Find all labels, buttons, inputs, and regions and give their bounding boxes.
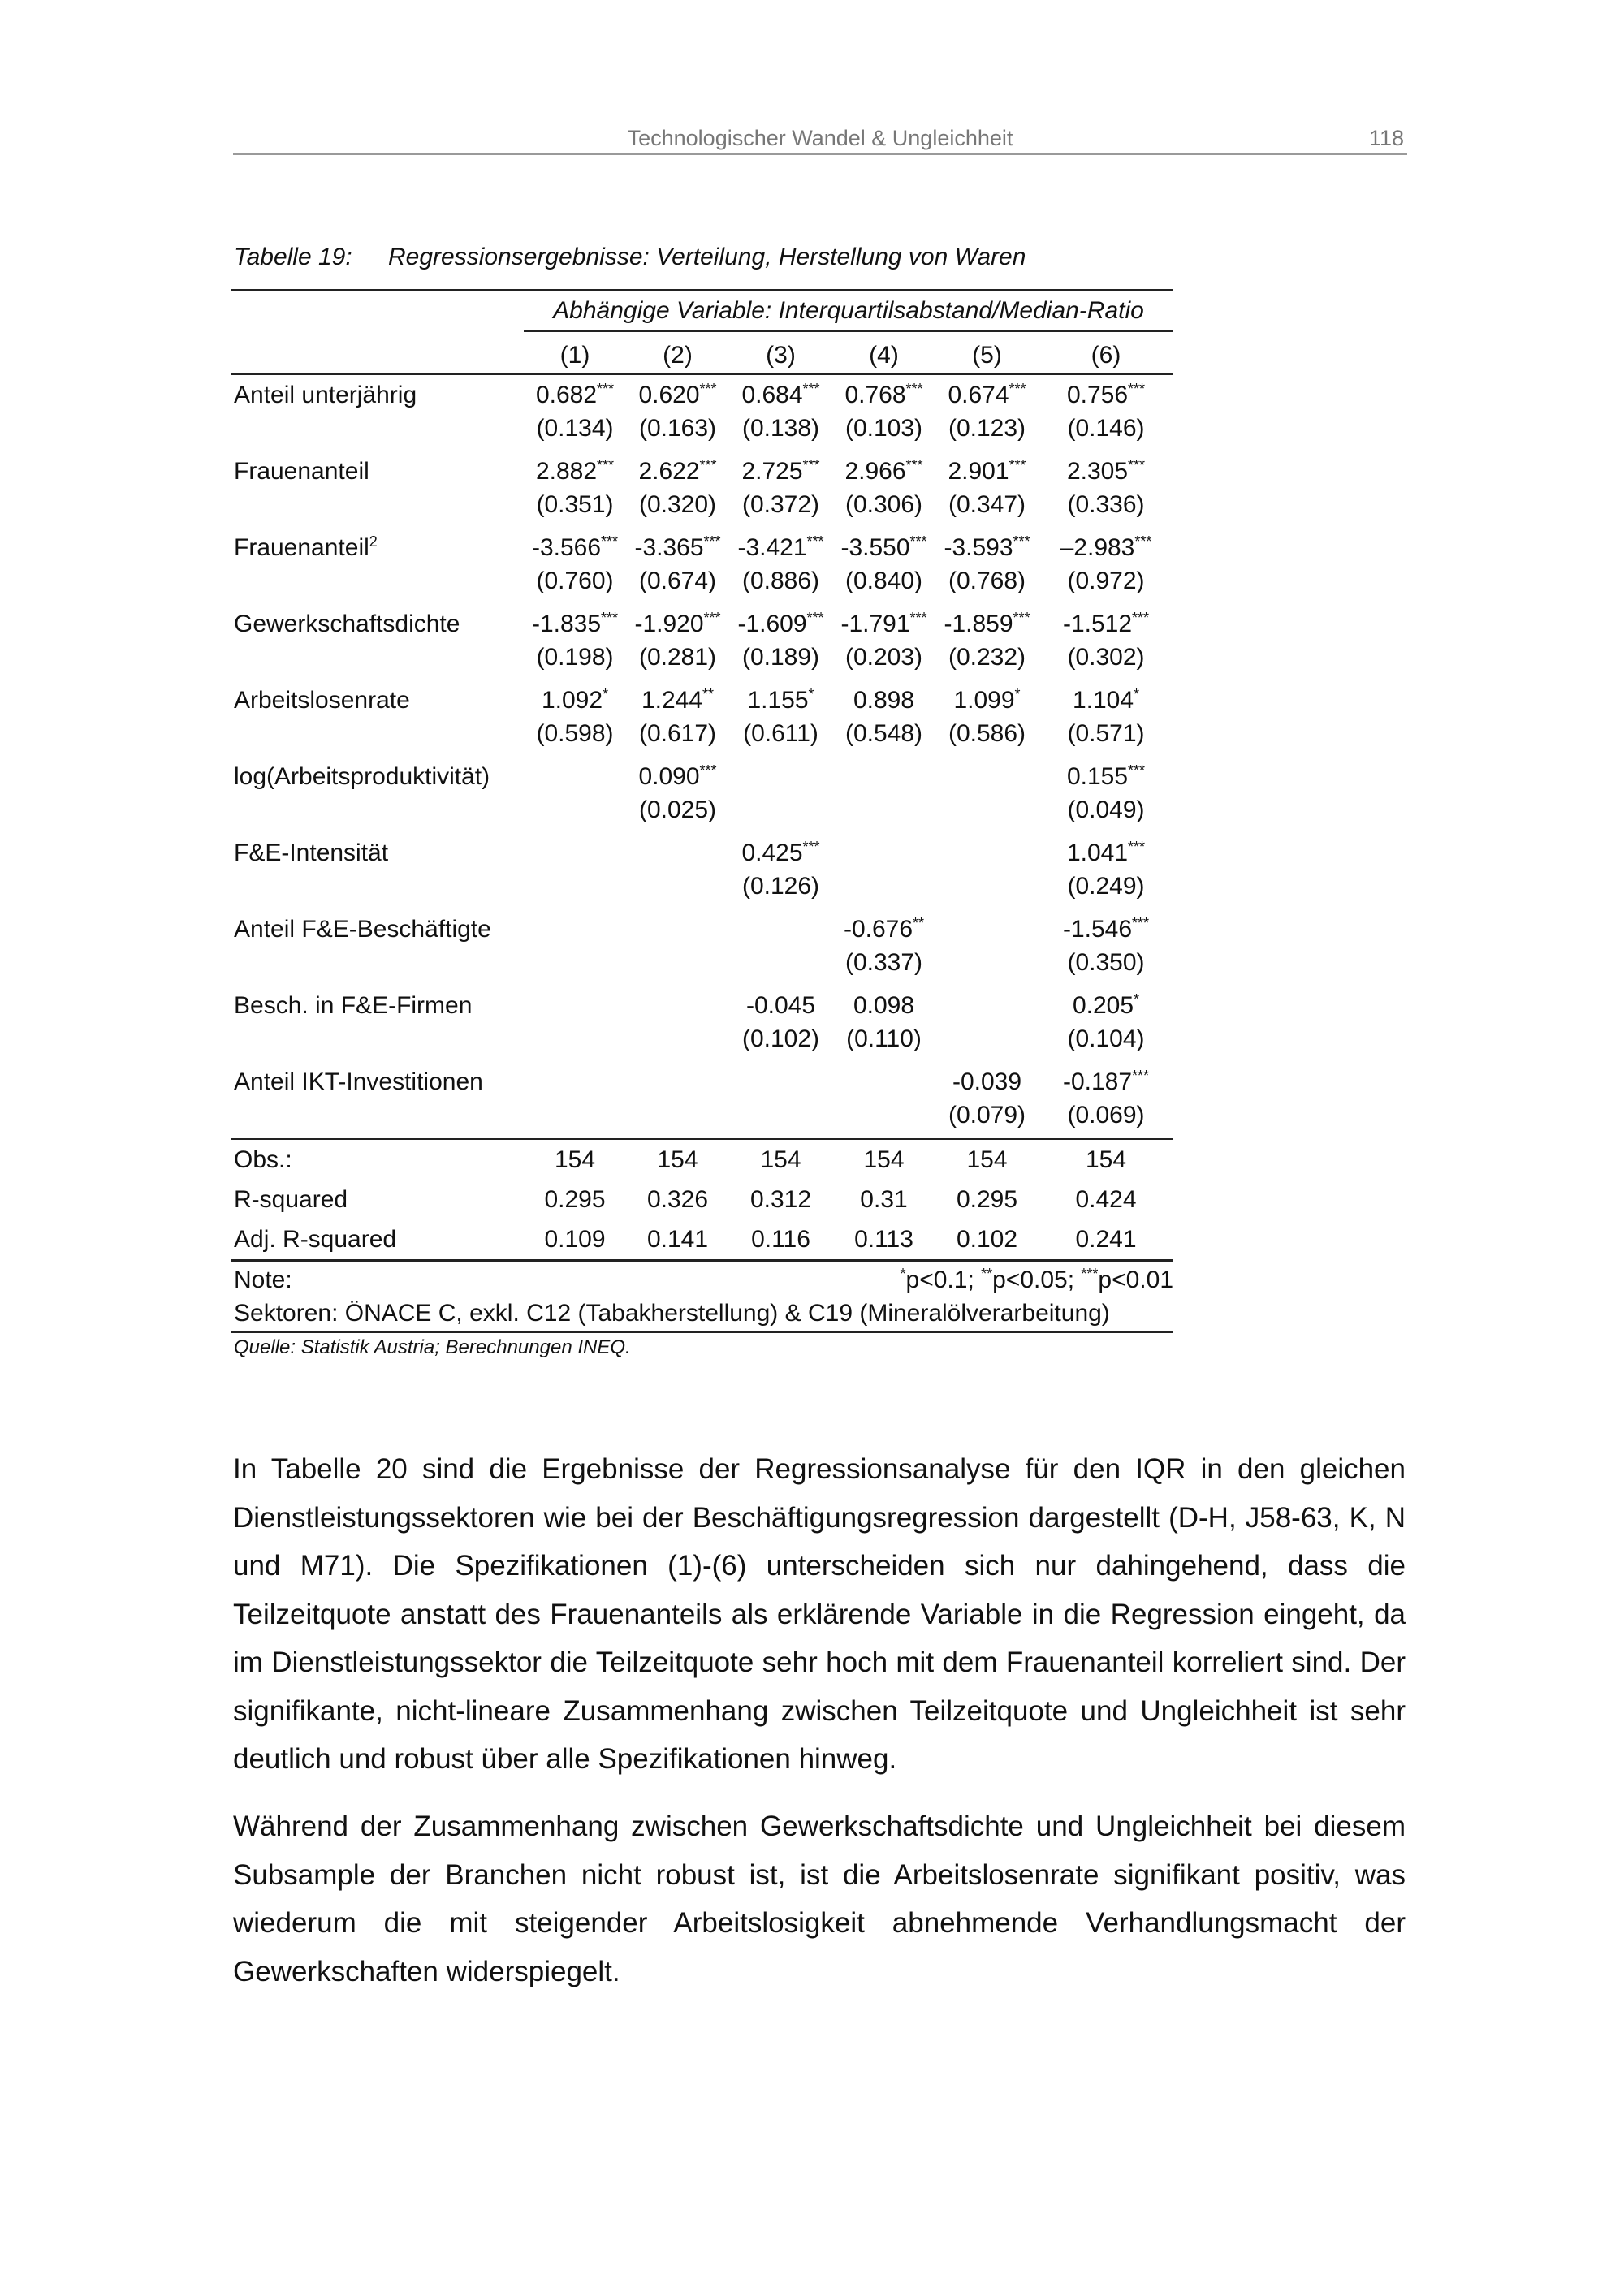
significance-stars: * bbox=[1134, 991, 1140, 1008]
coefficient-value: 1.104 bbox=[1072, 687, 1134, 714]
standard-error-cell: (0.069) bbox=[1067, 1102, 1145, 1129]
variable-label bbox=[231, 604, 524, 641]
standard-error-cell: (0.336) bbox=[1067, 491, 1145, 518]
standard-error-cell: (0.886) bbox=[741, 568, 820, 594]
coefficient-value: 2.305 bbox=[1066, 458, 1129, 485]
coefficient-cell bbox=[1039, 528, 1173, 564]
coefficient-cell bbox=[524, 604, 626, 641]
standard-error-cell: (0.249) bbox=[1067, 873, 1145, 900]
coefficient-value: -3.593 bbox=[944, 534, 1013, 561]
coefficient-cell bbox=[626, 986, 729, 1022]
standard-error-cell: (0.102) bbox=[741, 1025, 820, 1052]
variable-label-text: log(Arbeitsproduktivität) bbox=[234, 763, 490, 790]
significance-legend-text: p<0.1; bbox=[905, 1267, 982, 1293]
coefficient-value: -0.045 bbox=[745, 992, 816, 1019]
statistic-value: 0.295 bbox=[956, 1186, 1018, 1213]
standard-error-cell: (0.586) bbox=[948, 720, 1026, 747]
standard-error-cell bbox=[935, 1022, 1039, 1062]
coefficient-value: 0.898 bbox=[853, 687, 915, 714]
variable-label bbox=[231, 986, 524, 1022]
coefficient-cell bbox=[524, 1062, 626, 1098]
statistic-value: 0.424 bbox=[1075, 1186, 1137, 1213]
coefficient-cell bbox=[832, 680, 935, 717]
coefficient-cell bbox=[935, 604, 1039, 641]
variable-label bbox=[231, 528, 524, 564]
statistics-row bbox=[231, 1219, 1173, 1261]
standard-error-cell: (0.232) bbox=[948, 644, 1026, 671]
standard-error-row bbox=[231, 1022, 1173, 1062]
coefficient-value: 2.882 bbox=[535, 458, 598, 485]
running-header bbox=[233, 124, 1407, 155]
coefficient-row bbox=[231, 374, 1173, 412]
significance-stars: *** bbox=[597, 457, 615, 473]
coefficient-value: 0.098 bbox=[853, 992, 915, 1019]
regression-table bbox=[231, 289, 1173, 1333]
statistic-value: 154 bbox=[657, 1146, 698, 1173]
significance-legend-text: p<0.05; bbox=[992, 1267, 1082, 1293]
significance-stars: *** bbox=[1132, 1068, 1150, 1084]
standard-error-row bbox=[231, 870, 1173, 909]
column-header: (6) bbox=[1091, 342, 1121, 369]
standard-error-cell: (0.548) bbox=[844, 720, 923, 747]
standard-error-cell bbox=[524, 946, 626, 986]
table-source: Quelle: Statistik Austria; Berechnungen INEQ. bbox=[234, 1336, 631, 1358]
coefficient-cell bbox=[1039, 1062, 1173, 1098]
standard-error-cell bbox=[935, 946, 1039, 986]
variable-label bbox=[231, 680, 524, 717]
statistic-value: 0.113 bbox=[854, 1226, 914, 1253]
coefficient-cell bbox=[524, 374, 626, 412]
standard-error-cell: (0.337) bbox=[844, 949, 923, 976]
coefficient-value: -1.512 bbox=[1062, 611, 1133, 637]
table-caption bbox=[234, 244, 1026, 271]
significance-stars: * bbox=[1014, 686, 1021, 702]
column-header: (2) bbox=[663, 342, 693, 369]
variable-label-text: Anteil unterjährig bbox=[234, 382, 417, 408]
column-header: (3) bbox=[766, 342, 796, 369]
coefficient-cell bbox=[935, 986, 1039, 1022]
statistic-value: 0.102 bbox=[956, 1226, 1018, 1253]
variable-label bbox=[231, 833, 524, 870]
statistic-value: 154 bbox=[1085, 1146, 1127, 1173]
coefficient-cell bbox=[935, 757, 1039, 793]
coefficient-cell bbox=[729, 374, 832, 412]
variable-label-text: Frauenanteil bbox=[234, 534, 369, 561]
paragraph-2: Während der Zusammenhang zwischen Gewerkschaftsdichte und Ungleichheit bei diesem Subsample der Branchen nicht robust ist, ist die Arbeitslosenrate signifikant positiv, was wiederum die mit steigender Arbeitslosigkeit abnehmende Verhandlungsmacht der Gewerkschaften widerspiegelt. bbox=[233, 1810, 1406, 1987]
coefficient-row bbox=[231, 680, 1173, 717]
significance-stars: *** bbox=[909, 533, 927, 550]
coefficient-cell bbox=[729, 680, 832, 717]
coefficient-value: 0.674 bbox=[948, 382, 1009, 408]
coefficient-cell bbox=[729, 986, 832, 1022]
standard-error-row bbox=[231, 717, 1173, 757]
coefficient-cell bbox=[626, 680, 729, 717]
standard-error-cell: (0.840) bbox=[844, 568, 923, 594]
coefficient-cell bbox=[832, 833, 935, 870]
variable-label-text: Anteil F&E-Beschäftigte bbox=[234, 916, 491, 943]
significance-stars: *** bbox=[597, 381, 615, 397]
table-caption-title: Regressionsergebnisse: Verteilung, Herstellung von Waren bbox=[388, 244, 1026, 270]
standard-error-cell bbox=[729, 1098, 832, 1139]
coefficient-cell bbox=[524, 528, 626, 564]
statistics-row bbox=[231, 1139, 1173, 1180]
standard-error-cell bbox=[524, 793, 626, 833]
standard-error-cell: (0.350) bbox=[1067, 949, 1145, 976]
running-title: Technologischer Wandel & Ungleichheit bbox=[627, 126, 1013, 150]
variable-label bbox=[231, 451, 524, 488]
significance-stars: *** bbox=[601, 610, 619, 626]
coefficient-value: 0.090 bbox=[638, 763, 700, 790]
standard-error-cell: (0.571) bbox=[1067, 720, 1145, 747]
significance-stars: *** bbox=[1128, 381, 1146, 397]
coefficient-cell bbox=[729, 833, 832, 870]
standard-error-row bbox=[231, 641, 1173, 680]
significance-stars: *** bbox=[1134, 533, 1152, 550]
coefficient-value: 0.425 bbox=[741, 839, 803, 866]
standard-error-cell: (0.163) bbox=[638, 415, 717, 442]
standard-error-cell: (0.760) bbox=[536, 568, 614, 594]
dependent-variable-row bbox=[231, 290, 1173, 331]
coefficient-cell bbox=[832, 1062, 935, 1098]
standard-error-cell: (0.972) bbox=[1067, 568, 1145, 594]
coefficient-cell bbox=[524, 757, 626, 793]
significance-stars: *** bbox=[1013, 533, 1030, 550]
statistic-value: 154 bbox=[554, 1146, 596, 1173]
significance-legend-text: p<0.01 bbox=[1098, 1267, 1173, 1293]
coefficient-cell bbox=[729, 757, 832, 793]
coefficient-cell bbox=[729, 1062, 832, 1098]
coefficient-value: 1.099 bbox=[953, 687, 1015, 714]
coefficient-cell bbox=[1039, 604, 1173, 641]
statistic-value: 0.312 bbox=[749, 1186, 812, 1213]
variable-label-text: Besch. in F&E-Firmen bbox=[234, 992, 473, 1019]
coefficient-cell bbox=[626, 528, 729, 564]
significance-legend-stars: ** bbox=[981, 1266, 993, 1282]
coefficient-value: 1.244 bbox=[641, 687, 703, 714]
variable-label-text: Gewerkschaftsdichte bbox=[234, 611, 460, 637]
statistic-value: 154 bbox=[760, 1146, 801, 1173]
coefficient-value: 1.155 bbox=[747, 687, 809, 714]
significance-stars: * bbox=[1134, 686, 1140, 702]
significance-stars: *** bbox=[1128, 457, 1146, 473]
statistic-value: 0.295 bbox=[544, 1186, 606, 1213]
coefficient-cell bbox=[626, 1062, 729, 1098]
coefficient-value: -1.609 bbox=[737, 611, 807, 637]
coefficient-value: 1.092 bbox=[541, 687, 603, 714]
coefficient-cell bbox=[626, 604, 729, 641]
column-header: (5) bbox=[972, 342, 1002, 369]
statistic-value: 0.326 bbox=[646, 1186, 709, 1213]
standard-error-cell: (0.123) bbox=[948, 415, 1026, 442]
coefficient-cell bbox=[935, 528, 1039, 564]
standard-error-cell: (0.110) bbox=[846, 1025, 922, 1052]
coefficient-cell bbox=[1039, 757, 1173, 793]
coefficient-value: 2.966 bbox=[844, 458, 906, 485]
coefficient-cell bbox=[935, 1062, 1039, 1098]
coefficient-cell bbox=[1039, 680, 1173, 717]
standard-error-cell bbox=[524, 1022, 626, 1062]
statistic-value: 0.31 bbox=[860, 1186, 908, 1213]
coefficient-value: -0.676 bbox=[843, 916, 914, 943]
coefficient-value: –2.983 bbox=[1060, 534, 1135, 561]
coefficient-cell bbox=[626, 909, 729, 946]
coefficient-value: -3.550 bbox=[840, 534, 910, 561]
significance-stars: *** bbox=[806, 533, 824, 550]
coefficient-value: 1.041 bbox=[1066, 839, 1129, 866]
significance-stars: *** bbox=[703, 533, 721, 550]
coefficient-cell bbox=[832, 374, 935, 412]
coefficient-cell bbox=[729, 909, 832, 946]
standard-error-cell: (0.103) bbox=[844, 415, 923, 442]
standard-error-cell: (0.674) bbox=[638, 568, 717, 594]
coefficient-cell bbox=[935, 833, 1039, 870]
standard-error-cell: (0.138) bbox=[741, 415, 820, 442]
standard-error-cell bbox=[524, 870, 626, 909]
significance-stars: *** bbox=[1009, 457, 1026, 473]
significance-stars: *** bbox=[1128, 762, 1146, 779]
coefficient-cell bbox=[1039, 909, 1173, 946]
dependent-variable: Abhängige Variable: Interquartilsabstand/Median-Ratio bbox=[524, 290, 1173, 331]
variable-label bbox=[231, 1062, 524, 1098]
standard-error-cell bbox=[729, 946, 832, 986]
standard-error-cell: (0.302) bbox=[1067, 644, 1145, 671]
significance-stars: *** bbox=[1009, 381, 1026, 397]
variable-label bbox=[231, 757, 524, 793]
table-caption-label: Tabelle 19: bbox=[234, 244, 352, 270]
coefficient-value: -3.421 bbox=[737, 534, 807, 561]
standard-error-cell: (0.372) bbox=[741, 491, 820, 518]
significance-stars: *** bbox=[802, 839, 820, 855]
standard-error-cell bbox=[626, 1098, 729, 1139]
coefficient-cell bbox=[524, 451, 626, 488]
coefficient-cell bbox=[1039, 374, 1173, 412]
standard-error-cell bbox=[832, 793, 935, 833]
variable-label-text: Arbeitslosenrate bbox=[234, 687, 410, 714]
coefficient-value: 0.682 bbox=[535, 382, 598, 408]
coefficient-cell bbox=[626, 451, 729, 488]
coefficient-cell bbox=[832, 528, 935, 564]
significance-stars: *** bbox=[802, 457, 820, 473]
sectors-note: Sektoren: ÖNACE C, exkl. C12 (Tabakherstellung) & C19 (Mineralölverarbeitung) bbox=[234, 1300, 1110, 1327]
significance-legend-stars: * bbox=[900, 1266, 906, 1282]
coefficient-cell bbox=[1039, 986, 1173, 1022]
coefficient-cell bbox=[729, 451, 832, 488]
coefficient-value: -0.187 bbox=[1062, 1068, 1133, 1095]
standard-error-cell bbox=[729, 793, 832, 833]
standard-error-cell bbox=[832, 1098, 935, 1139]
variable-label bbox=[231, 909, 524, 946]
significance-stars: *** bbox=[905, 381, 923, 397]
coefficient-cell bbox=[524, 833, 626, 870]
significance-stars: ** bbox=[913, 915, 925, 931]
significance-stars: *** bbox=[802, 381, 820, 397]
standard-error-cell: (0.598) bbox=[536, 720, 614, 747]
significance-stars: *** bbox=[699, 381, 717, 397]
coefficient-row bbox=[231, 909, 1173, 946]
column-header-row bbox=[231, 331, 1173, 374]
coefficient-value: 0.155 bbox=[1066, 763, 1129, 790]
note-label: Note: bbox=[234, 1267, 292, 1293]
variable-label bbox=[231, 374, 524, 412]
significance-stars: ** bbox=[702, 686, 715, 702]
statistic-value: 0.109 bbox=[544, 1226, 606, 1253]
coefficient-value: -3.365 bbox=[634, 534, 704, 561]
coefficient-row bbox=[231, 451, 1173, 488]
significance-stars: * bbox=[808, 686, 814, 702]
significance-stars: *** bbox=[699, 762, 717, 779]
statistic-value: 0.116 bbox=[751, 1226, 810, 1253]
coefficient-row bbox=[231, 833, 1173, 870]
variable-label-text: F&E-Intensität bbox=[234, 839, 389, 866]
standard-error-cell: (0.025) bbox=[638, 796, 717, 823]
coefficient-value: 0.684 bbox=[741, 382, 803, 408]
coefficient-cell bbox=[935, 451, 1039, 488]
paragraph-1: In Tabelle 20 sind die Ergebnisse der Regressionsanalyse für den IQR in den gleichen Dienstleistungssektoren wie bei der Beschäftigungsregression dargestellt (D-H, J58-63, K, N und M71). Die Spezifikationen (1)-(6) unterscheiden sich nur dahingehend, dass die Teilzeitquote anstatt des Frauenanteils als erklärende Variable in die Regression eingeht, da im Dienstleistungssektor die Teilzeitquote sehr hoch mit dem Frauenanteil korreliert sind. Der signifikante, nicht-lineare Zusammenhang zwischen Teilzeitquote und Ungleichheit ist sehr deutlich und robust über alle Spezifikationen hinweg. bbox=[233, 1453, 1406, 1775]
coefficient-cell bbox=[935, 909, 1039, 946]
significance-stars: *** bbox=[1132, 915, 1150, 931]
coefficient-cell bbox=[524, 680, 626, 717]
significance-stars: *** bbox=[699, 457, 717, 473]
coefficient-value: 0.205 bbox=[1072, 992, 1134, 1019]
significance-stars: * bbox=[603, 686, 609, 702]
significance-stars: *** bbox=[1132, 610, 1150, 626]
variable-label-superscript: 2 bbox=[369, 533, 378, 550]
coefficient-row bbox=[231, 1062, 1173, 1098]
variable-label-text: Anteil IKT-Investitionen bbox=[234, 1068, 483, 1095]
standard-error-cell bbox=[524, 1098, 626, 1139]
coefficient-cell bbox=[832, 986, 935, 1022]
coefficient-row bbox=[231, 528, 1173, 564]
standard-error-row bbox=[231, 564, 1173, 604]
sectors-row bbox=[231, 1297, 1173, 1332]
standard-error-row bbox=[231, 793, 1173, 833]
significance-stars: *** bbox=[806, 610, 824, 626]
standard-error-row bbox=[231, 488, 1173, 528]
standard-error-cell: (0.203) bbox=[844, 644, 923, 671]
coefficient-cell bbox=[626, 833, 729, 870]
coefficient-value: 0.620 bbox=[638, 382, 700, 408]
significance-stars: *** bbox=[1013, 610, 1030, 626]
standard-error-cell: (0.189) bbox=[741, 644, 820, 671]
coefficient-row bbox=[231, 604, 1173, 641]
coefficient-cell bbox=[935, 374, 1039, 412]
standard-error-cell: (0.320) bbox=[638, 491, 717, 518]
standard-error-cell: (0.198) bbox=[536, 644, 614, 671]
coefficient-cell bbox=[729, 528, 832, 564]
standard-error-cell bbox=[626, 946, 729, 986]
page-number: 118 bbox=[1368, 126, 1404, 150]
significance-stars: *** bbox=[1128, 839, 1146, 855]
coefficient-cell bbox=[524, 909, 626, 946]
standard-error-cell: (0.126) bbox=[741, 873, 820, 900]
standard-error-row bbox=[231, 412, 1173, 451]
statistic-label: R-squared bbox=[234, 1186, 348, 1213]
significance-legend bbox=[524, 1261, 1173, 1297]
standard-error-cell: (0.351) bbox=[536, 491, 614, 518]
column-header: (4) bbox=[869, 342, 899, 369]
coefficient-value: -1.546 bbox=[1062, 916, 1133, 943]
coefficient-value: 0.768 bbox=[844, 382, 906, 408]
statistic-value: 154 bbox=[966, 1146, 1008, 1173]
coefficient-row bbox=[231, 986, 1173, 1022]
standard-error-cell: (0.079) bbox=[948, 1102, 1026, 1129]
coefficient-cell bbox=[832, 757, 935, 793]
standard-error-cell: (0.617) bbox=[638, 720, 717, 747]
coefficient-cell bbox=[832, 451, 935, 488]
standard-error-cell: (0.768) bbox=[948, 568, 1026, 594]
significance-stars: *** bbox=[703, 610, 721, 626]
significance-legend-stars: *** bbox=[1081, 1266, 1099, 1282]
standard-error-cell: (0.104) bbox=[1067, 1025, 1145, 1052]
coefficient-cell bbox=[935, 680, 1039, 717]
coefficient-value: -1.920 bbox=[634, 611, 704, 637]
significance-stars: *** bbox=[905, 457, 923, 473]
coefficient-value: 2.725 bbox=[741, 458, 803, 485]
coefficient-cell bbox=[626, 757, 729, 793]
coefficient-cell bbox=[1039, 833, 1173, 870]
standard-error-cell: (0.306) bbox=[844, 491, 923, 518]
standard-error-cell bbox=[935, 870, 1039, 909]
coefficient-value: 2.622 bbox=[638, 458, 700, 485]
statistic-value: 0.141 bbox=[646, 1226, 709, 1253]
coefficient-value: -0.039 bbox=[952, 1068, 1022, 1095]
standard-error-cell: (0.611) bbox=[743, 720, 818, 747]
coefficient-cell bbox=[1039, 451, 1173, 488]
standard-error-cell bbox=[832, 870, 935, 909]
coefficient-value: 0.756 bbox=[1066, 382, 1129, 408]
statistics-row bbox=[231, 1180, 1173, 1219]
coefficient-value: -3.566 bbox=[531, 534, 602, 561]
coefficient-cell bbox=[524, 986, 626, 1022]
statistic-label: Obs.: bbox=[234, 1146, 292, 1173]
note-row bbox=[231, 1261, 1173, 1297]
column-header: (1) bbox=[559, 342, 590, 369]
coefficient-value: 2.901 bbox=[948, 458, 1009, 485]
coefficient-cell bbox=[832, 909, 935, 946]
standard-error-row bbox=[231, 946, 1173, 986]
coefficient-value: -1.791 bbox=[840, 611, 910, 637]
significance-stars: *** bbox=[601, 533, 619, 550]
coefficient-row bbox=[231, 757, 1173, 793]
coefficient-value: -1.859 bbox=[944, 611, 1013, 637]
coefficient-cell bbox=[626, 374, 729, 412]
statistic-label: Adj. R-squared bbox=[234, 1226, 397, 1253]
standard-error-cell bbox=[935, 793, 1039, 833]
statistic-value: 154 bbox=[863, 1146, 905, 1173]
standard-error-row bbox=[231, 1098, 1173, 1139]
standard-error-cell: (0.134) bbox=[536, 415, 614, 442]
variable-label-text: Frauenanteil bbox=[234, 458, 369, 485]
coefficient-cell bbox=[832, 604, 935, 641]
coefficient-cell bbox=[729, 604, 832, 641]
standard-error-cell bbox=[626, 1022, 729, 1062]
statistic-value: 0.241 bbox=[1075, 1226, 1137, 1253]
coefficient-value: -1.835 bbox=[531, 611, 602, 637]
standard-error-cell: (0.049) bbox=[1067, 796, 1145, 823]
standard-error-cell: (0.347) bbox=[948, 491, 1026, 518]
standard-error-cell bbox=[626, 870, 729, 909]
standard-error-cell: (0.146) bbox=[1067, 415, 1145, 442]
standard-error-cell: (0.281) bbox=[638, 644, 717, 671]
significance-stars: *** bbox=[909, 610, 927, 626]
